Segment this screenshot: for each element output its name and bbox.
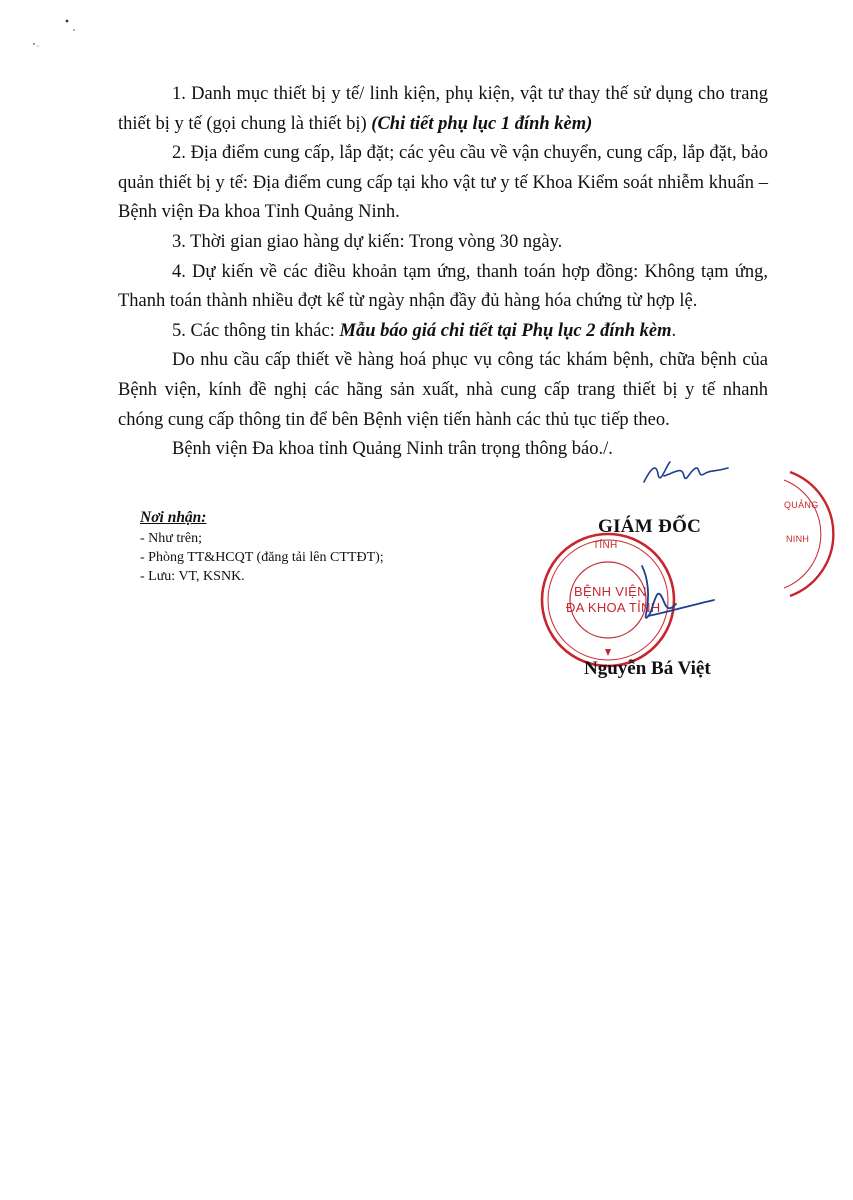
paragraph-item-2: 2. Địa điểm cung cấp, lắp đặt; các yêu cầu về vận chuyển, cung cấp, lắp đặt, bảo quản thiết bị y tế: Địa điểm cung cấp tại kho vật tư y tế Khoa Kiểm soát nhiễm khuẩn – Bệnh viện Đa khoa Tỉnh Quảng Ninh. — [118, 143, 768, 223]
signer-name: Nguyễn Bá Việt — [584, 658, 711, 679]
paragraph-item-1: 1. Danh mục thiết bị y tế/ linh kiện, phụ kiện, vật tư thay thế sử dụng cho trang thiết bị y tế (gọi chung là thiết bị) (Chi tiết phụ lục 1 đính kèm) — [118, 84, 768, 134]
recipients-block — [140, 508, 500, 586]
side-stamp-line-2: NINH — [786, 534, 810, 544]
appendix-1-reference: (Chi tiết phụ lục 1 đính kèm) — [371, 113, 593, 134]
side-stamp-line-1: QUẢNG — [784, 500, 819, 510]
paragraph-item-5: 5. Các thông tin khác: Mẫu báo giá chi tiết tại Phụ lục 2 đính kèm. — [172, 320, 677, 341]
director-signature — [628, 556, 718, 646]
recipients-title: Nơi nhận: — [140, 509, 207, 526]
recipient-item: - Như trên; — [140, 531, 203, 546]
paragraph-item-3: 3. Thời gian giao hàng dự kiến: Trong vòng 30 ngày. — [172, 231, 563, 252]
paragraph-item-4: 4. Dự kiến về các điều khoản tạm ứng, thanh toán hợp đồng: Không tạm ứng, Thanh toán thành nhiều đợt kể từ ngày nhận đầy đủ hàng hóa chứng từ hợp lệ. — [118, 261, 768, 312]
document-body — [118, 80, 768, 465]
recipient-item: - Lưu: VT, KSNK. — [140, 569, 245, 584]
paragraph-closing: Bệnh viện Đa khoa tỉnh Quảng Ninh trân trọng thông báo./. — [172, 439, 613, 460]
stamp-line-1: BỆNH VIỆN — [574, 584, 647, 599]
scan-specks — [30, 18, 90, 58]
stamp-line-2: ĐA KHOA TỈNH — [566, 600, 661, 615]
paragraph-request: Do nhu cầu cấp thiết về hàng hoá phục vụ công tác khám bệnh, chữa bệnh của Bệnh viện, kính đề nghị các hãng sản xuất, nhà cung cấp trang thiết bị y tế nhanh chóng cung cấp thông tin để bên Bệnh viện tiến hành các thủ tục tiếp theo. — [118, 350, 768, 430]
stamp-top-text: TỈNH — [593, 540, 618, 551]
signer-title: GIÁM ĐỐC — [598, 516, 702, 537]
initials-signature — [636, 452, 736, 492]
appendix-2-reference: Mẫu báo giá chi tiết tại Phụ lục 2 đính kèm — [339, 320, 672, 341]
recipient-item: - Phòng TT&HCQT (đăng tải lên CTTĐT); — [140, 550, 384, 565]
